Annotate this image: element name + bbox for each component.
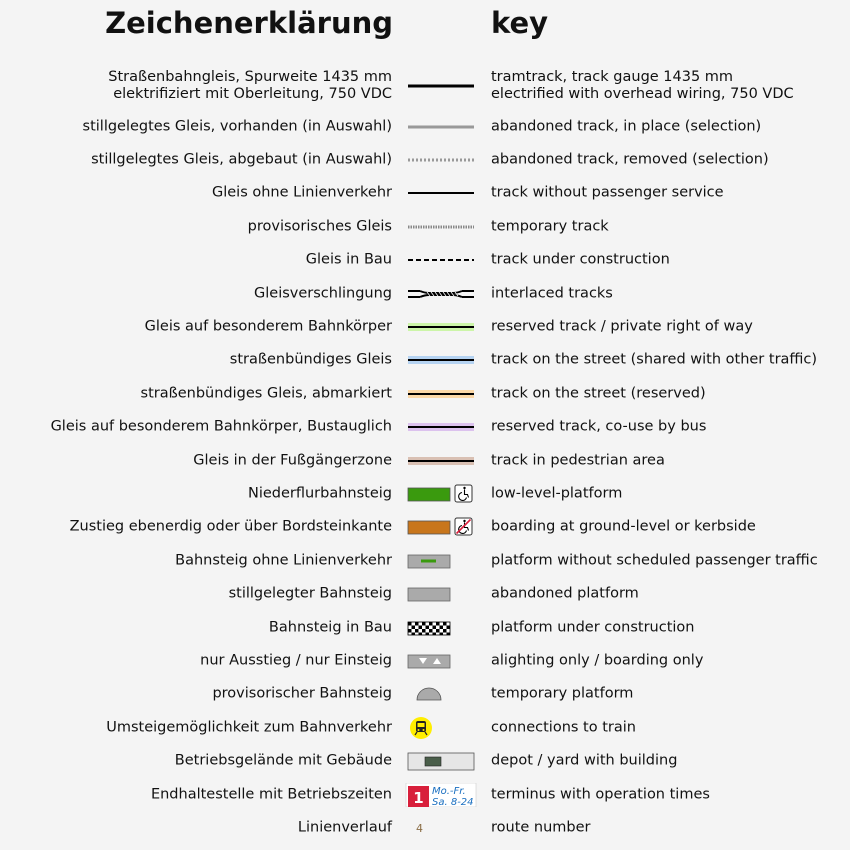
legend-row (0, 678, 850, 711)
train-connection-icon (405, 716, 477, 740)
no-service-track-line (405, 181, 477, 205)
legend-label-english: alighting only / boarding only (491, 652, 704, 669)
legend-row (0, 310, 850, 343)
legend-label-german: Bahnsteig in Bau (268, 619, 392, 636)
legend-label-german: Gleisverschlingung (254, 285, 392, 302)
legend-table (0, 62, 850, 845)
legend-label-english: track on the street (shared with other traffic) (491, 351, 818, 368)
legend-row (0, 244, 850, 277)
terminus-times-weekday: Mo.-Fr. (432, 785, 466, 797)
temporary-track-line (405, 215, 477, 239)
legend-row (0, 344, 850, 377)
legend-label-german: Gleis in der Fußgängerzone (193, 452, 392, 469)
title-german: Zeichenerklärung (105, 6, 393, 40)
legend-label-german: Gleis in Bau (305, 251, 392, 268)
legend-label-english: platform without scheduled passenger traffic (491, 552, 818, 569)
legend-label-english: route number (491, 819, 591, 836)
low-floor-platform-icon (405, 482, 477, 506)
depot-icon (405, 749, 477, 773)
legend-label-english: connections to train (491, 719, 636, 736)
terminus-icon (405, 783, 477, 807)
legend-label-english: abandoned track, in place (selection) (491, 118, 762, 135)
legend-row (0, 177, 850, 210)
street-track-line (405, 348, 477, 372)
legend-label-english: boarding at ground-level or kerbside (491, 518, 756, 535)
legend-row (0, 711, 850, 744)
legend-label-german: Gleis auf besonderem Bahnkörper (144, 318, 392, 335)
legend-label-german: provisorisches Gleis (247, 218, 392, 235)
pedestrian-track-line (405, 449, 477, 473)
legend-label-german: Bahnsteig ohne Linienverkehr (175, 552, 392, 569)
legend-row (0, 778, 850, 811)
legend-label-german: stillgelegtes Gleis, abgebaut (in Auswahl) (91, 151, 392, 168)
route-number-icon (405, 816, 477, 840)
legend-label-english: terminus with operation times (491, 786, 710, 802)
legend-label-german: stillgelegtes Gleis, vorhanden (in Auswahl) (82, 118, 392, 135)
legend-row (0, 143, 850, 176)
legend-label-german: Gleis auf besonderem Bahnkörper, Bustauglich (50, 418, 392, 435)
legend-label-german: provisorischer Bahnsteig (212, 685, 392, 702)
legend-label-english: reserved track / private right of way (491, 318, 753, 335)
legend-label-english: reserved track, co-use by bus (491, 418, 707, 435)
legend-label-english: interlaced tracks (491, 285, 613, 302)
legend-label-english: tramtrack, track gauge 1435 mm electrified with overhead wiring, 750 VDC (491, 69, 794, 102)
terminus-line-number: 1 (413, 788, 424, 807)
removed-track-line (405, 148, 477, 172)
legend-label-german: Straßenbahngleis, Spurweite 1435 mm elektrifiziert mit Oberleitung, 750 VDC (108, 69, 392, 102)
abandoned-track-line (405, 115, 477, 139)
tramtrack-line (405, 74, 477, 98)
legend-label-german: Betriebsgelände mit Gebäude (174, 752, 392, 769)
legend-row (0, 110, 850, 143)
bus-reserved-track-line (405, 415, 477, 439)
legend-label-english: low-level-platform (491, 485, 623, 502)
legend-label-german: straßenbündiges Gleis (229, 351, 392, 368)
legend-row (0, 611, 850, 644)
legend-label-english: track in pedestrian area (491, 452, 665, 469)
legend-label-english: track under construction (491, 251, 670, 268)
route-number-label: 4 (416, 821, 423, 835)
kerbside-platform-icon (405, 515, 477, 539)
legend-row (0, 811, 850, 844)
no-service-platform-icon (405, 549, 477, 573)
legend-row (0, 277, 850, 310)
legend-row (0, 577, 850, 610)
title-english: key (491, 6, 549, 40)
legend-row (0, 511, 850, 544)
alighting-boarding-platform-icon (405, 649, 477, 673)
construction-track-line (405, 248, 477, 272)
legend-label-german: straßenbündiges Gleis, abmarkiert (140, 385, 392, 402)
legend-row (0, 744, 850, 777)
legend-label-german: Zustieg ebenerdig oder über Bordsteinkante (69, 518, 392, 535)
abandoned-platform-icon (405, 582, 477, 606)
legend-label-german: Niederflurbahnsteig (247, 485, 392, 502)
legend-label-english: abandoned platform (491, 585, 639, 602)
legend-label-german: Gleis ohne Linienverkehr (211, 184, 392, 201)
legend-row (0, 210, 850, 243)
legend-label-german: Linienverlauf (297, 819, 392, 836)
legend-label-german: Endhaltestelle mit Betriebszeiten (150, 786, 392, 802)
legend-label-english: platform under construction (491, 619, 695, 636)
terminus-times-saturday: Sa. 8-24 (432, 796, 474, 807)
legend-label-english: temporary track (491, 218, 609, 235)
legend-label-german: stillgelegter Bahnsteig (228, 585, 392, 602)
legend-row (0, 444, 850, 477)
legend-row (0, 377, 850, 410)
construction-platform-icon (405, 616, 477, 640)
legend-row (0, 544, 850, 577)
legend-row (0, 411, 850, 444)
legend-row (0, 477, 850, 510)
legend-label-english: temporary platform (491, 685, 634, 702)
legend-label-german: nur Ausstieg / nur Einsteig (200, 652, 392, 669)
legend-row (0, 644, 850, 677)
legend-label-english: depot / yard with building (491, 752, 678, 769)
legend-label-english: track on the street (reserved) (491, 385, 706, 402)
legend-row (0, 62, 850, 110)
reserved-track-line (405, 315, 477, 339)
legend-label-german: Umsteigemöglichkeit zum Bahnverkehr (106, 719, 392, 736)
interlaced-track-line (405, 282, 477, 306)
street-reserved-track-line (405, 382, 477, 406)
temporary-platform-icon (405, 682, 477, 706)
legend-label-english: track without passenger service (491, 184, 724, 201)
legend-label-english: abandoned track, removed (selection) (491, 151, 769, 168)
